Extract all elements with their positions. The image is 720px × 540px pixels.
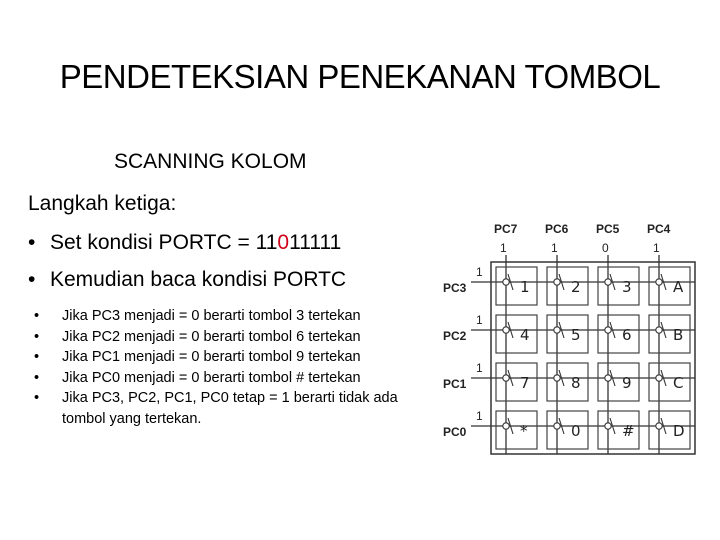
bullet-dot: •	[28, 231, 36, 254]
switch-contact	[605, 375, 611, 381]
key-label: 5	[571, 326, 581, 344]
column-label: PC6	[545, 222, 569, 236]
bullet-text-highlight: 0	[277, 231, 290, 254]
keypad-matrix-diagram	[438, 215, 700, 460]
switch-contact	[605, 279, 611, 285]
bullet-text: Kemudian baca kondisi PORTC	[50, 268, 347, 291]
switch-contact	[605, 327, 611, 333]
column-value: 1	[653, 241, 660, 255]
sub-bullet-text: Jika PC2 menjadi = 0 berarti tombol 6 tertekan	[62, 328, 361, 345]
key-label: B	[673, 326, 684, 344]
sub-bullet-dot: •	[34, 349, 40, 365]
switch-contact	[605, 423, 611, 429]
key-box	[547, 315, 588, 353]
switch-contact	[656, 423, 662, 429]
switch-contact	[503, 327, 509, 333]
key-box	[547, 411, 588, 449]
key-box	[547, 267, 588, 305]
slide-subtitle: SCANNING KOLOM	[114, 150, 307, 173]
row-value: 1	[476, 409, 483, 423]
key-box	[496, 411, 537, 449]
sub-bullet-dot: •	[34, 390, 40, 406]
column-value: 1	[551, 241, 558, 255]
key-label: *	[520, 422, 528, 440]
switch-contact	[554, 375, 560, 381]
sub-bullet-list	[34, 306, 424, 429]
sub-bullet-dot: •	[34, 369, 40, 386]
switch-contact	[503, 375, 509, 381]
column-label: PC7	[494, 222, 518, 236]
bullet-dot: •	[28, 268, 36, 291]
sub-bullet-text: Jika PC3, PC2, PC1, PC0 tetap = 1 berarti tidak ada tombol yang tertekan.	[62, 390, 398, 427]
step-label: Langkah ketiga:	[28, 192, 177, 215]
sub-bullet-pc0	[34, 368, 424, 389]
column-label: PC4	[647, 222, 671, 236]
key-label: 1	[520, 278, 530, 296]
switch-contact	[554, 279, 560, 285]
sub-bullet-text: Jika PC1 menjadi = 0 berarti tombol 9 tertekan	[62, 349, 361, 365]
key-label: 9	[622, 374, 632, 392]
key-label: #	[622, 422, 635, 440]
switch-contact	[503, 423, 509, 429]
sub-bullet-none	[34, 388, 424, 429]
key-box	[598, 267, 639, 305]
bullet-read-portc	[28, 268, 346, 292]
bullet-set-portc	[28, 231, 341, 255]
key-label: 6	[622, 326, 632, 344]
bullet-text-suffix: 11111	[289, 231, 342, 254]
sub-bullet-pc2	[34, 327, 424, 348]
key-box	[649, 315, 690, 353]
column-value: 1	[500, 241, 507, 255]
switch-contact	[656, 375, 662, 381]
key-box	[547, 363, 588, 401]
key-box	[598, 315, 639, 353]
bullet-text-prefix: Set kondisi PORTC = 11	[50, 231, 278, 254]
row-label: PC2	[443, 329, 467, 343]
key-label: 4	[520, 326, 530, 344]
sub-bullet-dot: •	[34, 308, 40, 324]
key-label: D	[673, 422, 685, 440]
key-box	[496, 363, 537, 401]
sub-bullet-dot: •	[34, 328, 40, 345]
key-label: 2	[571, 278, 581, 296]
key-label: 3	[622, 278, 632, 296]
switch-contact	[656, 327, 662, 333]
switch-contact	[503, 279, 509, 285]
row-label: PC3	[443, 281, 467, 295]
key-label: 0	[571, 422, 581, 440]
switch-contact	[554, 423, 560, 429]
row-label: PC0	[443, 425, 467, 439]
key-box	[598, 363, 639, 401]
key-label: A	[673, 278, 684, 296]
sub-bullet-pc3	[34, 306, 424, 327]
sub-bullet-pc1	[34, 347, 424, 368]
key-box	[496, 267, 537, 305]
key-label: 7	[520, 374, 530, 392]
key-box	[649, 363, 690, 401]
key-label: 8	[571, 374, 581, 392]
row-value: 1	[476, 313, 483, 327]
row-value: 1	[476, 361, 483, 375]
key-box	[649, 267, 690, 305]
switch-contact	[554, 327, 560, 333]
switch-contact	[656, 279, 662, 285]
column-value: 0	[602, 241, 609, 255]
sub-bullet-text: Jika PC3 menjadi = 0 berarti tombol 3 tertekan	[62, 308, 361, 324]
column-label: PC5	[596, 222, 620, 236]
sub-bullet-text: Jika PC0 menjadi = 0 berarti tombol # tertekan	[62, 369, 361, 386]
row-label: PC1	[443, 377, 467, 391]
slide-title: PENDETEKSIAN PENEKANAN TOMBOL	[59, 58, 661, 95]
key-box	[496, 315, 537, 353]
key-label: C	[673, 374, 684, 392]
row-value: 1	[476, 265, 483, 279]
